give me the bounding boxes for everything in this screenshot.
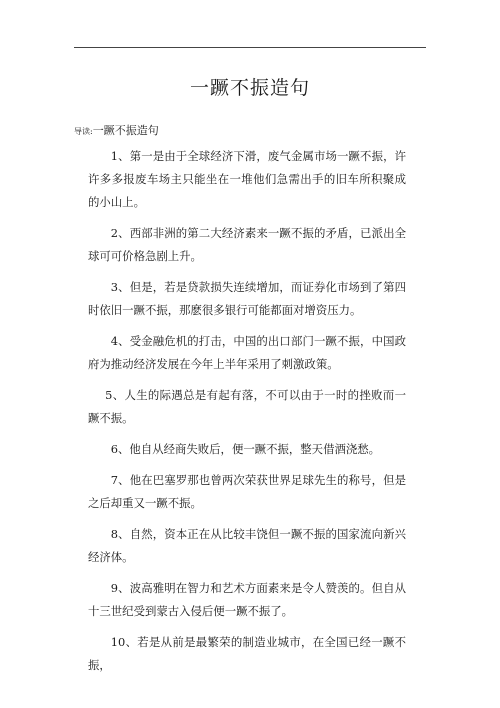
paragraph-6: 6、他自从经商失败后，便一蹶不振，整天借酒浇愁。	[110, 442, 381, 456]
document-body	[88, 145, 406, 685]
paragraph-4: 4、受金融危机的打击，中国的出口部门一蹶不振，中国政府为推动经济发展在今年上半年采用了刺激政策。	[88, 334, 406, 371]
lead-text: 一蹶不振造句	[92, 124, 159, 137]
lead-label: 导读:	[74, 127, 93, 136]
paragraph-10: 10、若是从前是最繁荣的制造业城市，在全国已经一蹶不振，	[88, 635, 406, 672]
paragraph-8: 8、自然，资本正在从比较丰饶但一蹶不振的国家流向新兴经济体。	[88, 527, 406, 564]
paragraph-7: 7、他在巴塞罗那也曾两次荣获世界足球先生的称号，但是之后却重又一蹶不振。	[88, 473, 406, 510]
paragraph-9: 9、波高雅明在智力和艺术方面素来是令人赞羡的。但自从十三世纪受到蒙古入侵后便一蹶不振了。	[88, 581, 406, 618]
paragraph-1: 1、第一是由于全球经济下滑，废气金属市场一蹶不振，许许多多报废车场主只能坐在一堆他们急需出手的旧车所积聚成的小山上。	[88, 149, 406, 209]
paragraph-5: 5、人生的际遇总是有起有落，不可以由于一时的挫败而一蹶不振。	[88, 388, 406, 425]
lead-line	[74, 120, 159, 141]
header-divider	[74, 47, 426, 48]
document-title: 一蹶不振造句	[189, 77, 310, 99]
paragraph-2: 2、西部非洲的第二大经济素来一蹶不振的矛盾，已派出全球可可价格急剧上升。	[88, 226, 406, 263]
paragraph-3: 3、但是，若是贷款损失连续增加，而证券化市场到了第四时依旧一蹶不振，那麽很多银行可能都面对增资压力。	[88, 280, 406, 317]
